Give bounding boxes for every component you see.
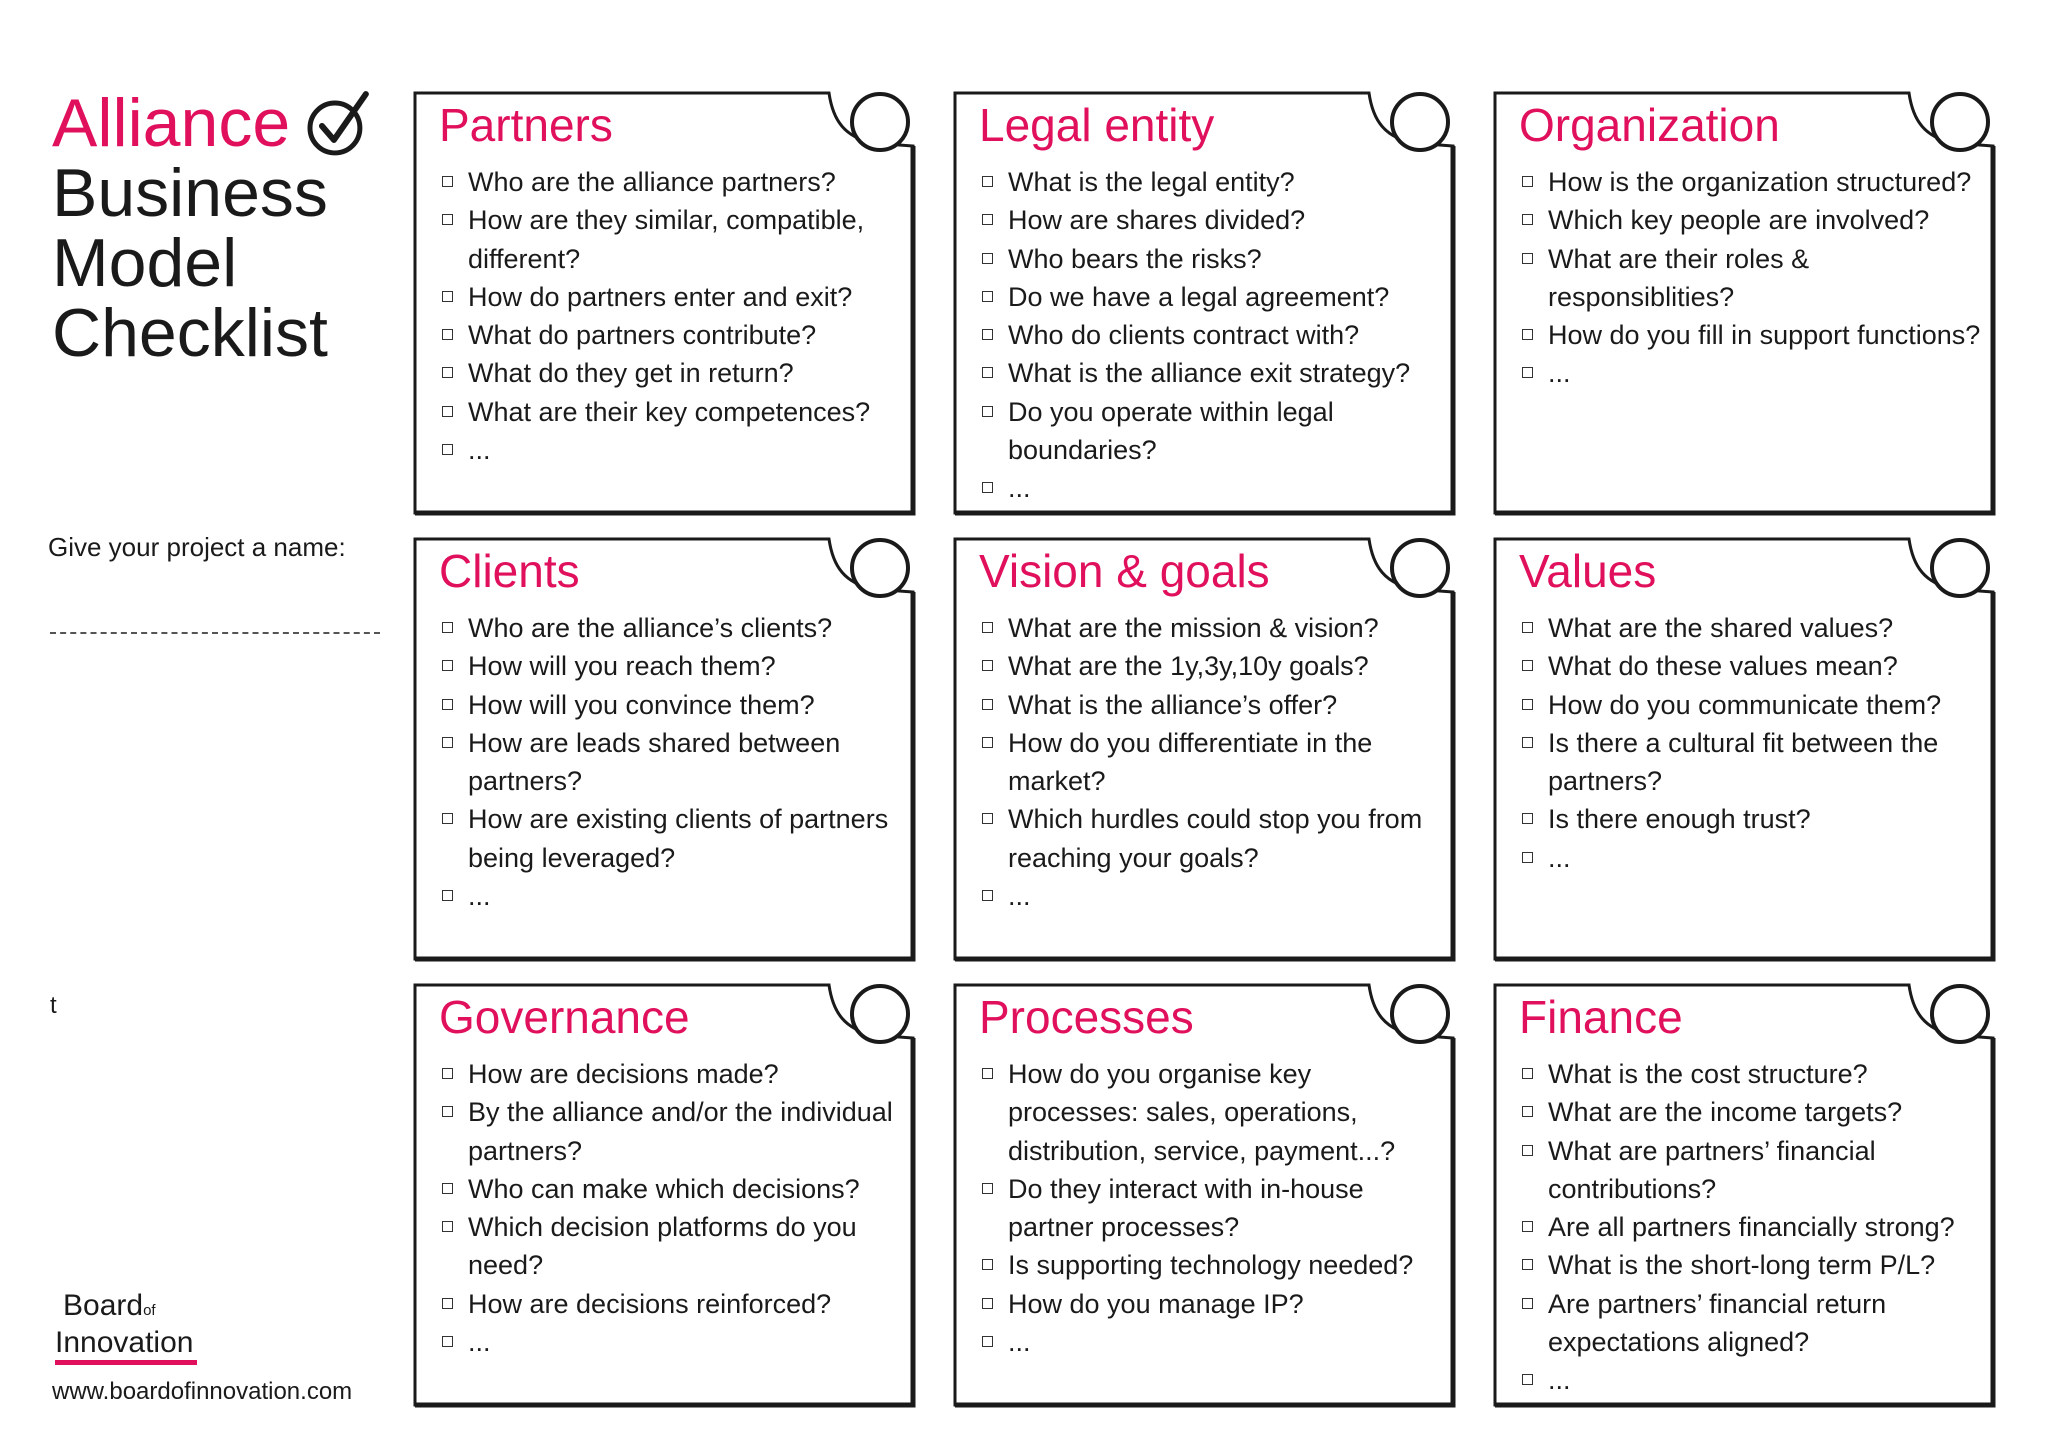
checklist-item[interactable]	[440, 1208, 902, 1285]
title-line-3: Model	[52, 225, 238, 301]
checkbox-icon[interactable]	[982, 1298, 993, 1309]
checklist-item-text: How do you communicate them?	[1548, 689, 1942, 720]
checklist	[1520, 163, 1982, 393]
checkbox-icon[interactable]	[1522, 214, 1533, 225]
card-finance	[1493, 983, 1995, 1407]
card-organization	[1493, 91, 1995, 515]
checkbox-icon[interactable]	[1522, 367, 1533, 378]
checklist-item[interactable]	[1520, 1093, 1982, 1131]
checklist-item[interactable]	[440, 1285, 902, 1323]
project-name-label: Give your project a name:	[48, 532, 346, 562]
checklist-item[interactable]	[1520, 686, 1982, 724]
checkbox-icon[interactable]	[982, 367, 993, 378]
title-line-1	[52, 85, 372, 161]
checklist-item-text: How is the organization structured?	[1548, 167, 1972, 197]
checklist-item[interactable]	[440, 278, 902, 316]
checkbox-icon[interactable]	[442, 699, 453, 710]
checklist-item-text: ...	[468, 1327, 491, 1358]
card-title: Governance	[439, 991, 690, 1043]
card-clients	[413, 537, 915, 961]
checkmark-icon	[306, 88, 372, 158]
checklist	[440, 609, 902, 915]
checkbox-icon[interactable]	[982, 813, 993, 824]
card-title: Clients	[439, 545, 580, 597]
checklist-item-text: ...	[468, 881, 491, 912]
checklist-item-text: Who do clients contract with?	[1008, 320, 1360, 351]
checklist-item-text: Who bears the risks?	[1008, 243, 1262, 274]
card-processes	[953, 983, 1455, 1407]
checkbox-icon[interactable]	[442, 813, 453, 824]
checkbox-icon[interactable]	[1522, 699, 1533, 710]
checkbox-icon[interactable]	[982, 1068, 993, 1079]
checklist-item-text: ...	[1008, 1327, 1031, 1358]
checklist-item[interactable]	[1520, 1132, 1982, 1209]
checkbox-icon[interactable]	[982, 1183, 993, 1194]
checklist-item[interactable]	[980, 163, 1442, 201]
checkbox-icon[interactable]	[442, 214, 453, 225]
checklist-item[interactable]	[440, 686, 902, 724]
card-partners	[413, 91, 915, 515]
checklist-item-text: How do you differentiate in the market?	[1008, 727, 1373, 797]
checkbox-icon[interactable]	[1522, 1259, 1533, 1270]
checklist-item-text: What are the income targets?	[1548, 1097, 1903, 1128]
checklist-item[interactable]	[980, 201, 1442, 239]
checklist-item-text: Which hurdles could stop you from reaching your goals?	[1008, 804, 1423, 873]
checklist-item[interactable]	[1520, 724, 1982, 801]
checkbox-icon[interactable]	[442, 1068, 453, 1079]
checklist	[980, 609, 1442, 915]
checklist-item[interactable]	[980, 316, 1442, 354]
checklist-item[interactable]	[1520, 1208, 1982, 1246]
checklist-item-text: How are existing clients of partners being leveraged?	[468, 804, 889, 873]
checklist-item[interactable]	[980, 800, 1442, 877]
checkbox-icon[interactable]	[1522, 1145, 1533, 1156]
checklist	[440, 1055, 902, 1361]
checkbox-icon[interactable]	[982, 737, 993, 748]
checklist-item[interactable]	[980, 686, 1442, 724]
logo-of-text: of	[143, 1302, 156, 1319]
checklist-item-text: How are leads shared between partners?	[468, 727, 841, 797]
logo-board-text: Board	[63, 1289, 144, 1322]
checklist-item-text: Who are the alliance partners?	[468, 167, 836, 197]
checklist-item-text: Are partners’ financial return expectations aligned?	[1548, 1288, 1887, 1358]
checklist-item[interactable]	[440, 647, 902, 685]
checklist-item-text: Who can make which decisions?	[468, 1173, 860, 1204]
checklist-item[interactable]	[1520, 647, 1982, 685]
card-vision-goals	[953, 537, 1455, 961]
checkbox-icon[interactable]	[982, 482, 993, 493]
checklist-item-text: Is there enough trust?	[1548, 804, 1811, 835]
card-governance	[413, 983, 915, 1407]
checklist	[440, 163, 902, 469]
checklist-item[interactable]	[440, 163, 902, 201]
checklist-item[interactable]	[1520, 800, 1982, 838]
logo-innovation-text: Innovation	[55, 1326, 194, 1359]
checklist-item-text: How do you organise key processes: sales, operations, distribution, service, payment...?	[1008, 1059, 1396, 1166]
checkbox-icon[interactable]	[442, 1298, 453, 1309]
card-title: Partners	[439, 99, 613, 151]
checklist-item[interactable]	[1520, 354, 1982, 392]
checkbox-icon[interactable]	[442, 622, 453, 633]
checklist-item[interactable]	[440, 201, 902, 278]
checkbox-icon[interactable]	[442, 1106, 453, 1117]
checklist-item-text: How do you fill in support functions?	[1548, 320, 1981, 351]
checkbox-icon[interactable]	[442, 1183, 453, 1194]
card-title: Finance	[1519, 991, 1683, 1043]
checklist-item-text: Do they interact with in-house partner processes?	[1008, 1173, 1364, 1243]
checklist-item-text: What do they get in return?	[468, 358, 794, 389]
checkbox-icon[interactable]	[982, 253, 993, 264]
checklist-item[interactable]	[440, 1055, 902, 1093]
checklist-item[interactable]	[980, 1055, 1442, 1170]
checklist-item[interactable]	[980, 393, 1442, 470]
checklist-item[interactable]	[1520, 316, 1982, 354]
checkbox-icon[interactable]	[982, 890, 993, 901]
checklist-item[interactable]	[980, 278, 1442, 316]
checklist-item[interactable]	[440, 316, 902, 354]
checkbox-icon[interactable]	[982, 329, 993, 340]
checklist-item[interactable]	[1520, 1246, 1982, 1284]
checklist-item-text: ...	[1548, 358, 1571, 389]
checklist-item-text: How will you reach them?	[468, 651, 776, 682]
checklist-item[interactable]	[440, 800, 902, 877]
checkbox-icon[interactable]	[442, 1221, 453, 1232]
checkbox-icon[interactable]	[1522, 176, 1533, 187]
checklist-item-text: What are the shared values?	[1548, 613, 1894, 643]
checklist-item[interactable]	[440, 393, 902, 431]
checklist-item-text: What are their key competences?	[468, 396, 871, 427]
checklist-item-text: How are shares divided?	[1008, 205, 1306, 236]
checklist-item-text: What are the mission & vision?	[1008, 613, 1379, 643]
checkbox-icon[interactable]	[982, 291, 993, 302]
checklist-item-text: How are decisions made?	[468, 1059, 779, 1089]
page-title	[52, 85, 372, 371]
card-title: Processes	[979, 991, 1194, 1043]
checkbox-icon[interactable]	[1522, 1221, 1533, 1232]
checklist-item[interactable]	[980, 240, 1442, 278]
checklist-item-text: ...	[1548, 842, 1571, 873]
checklist-item[interactable]	[980, 724, 1442, 801]
checkbox-icon[interactable]	[982, 1259, 993, 1270]
checkbox-icon[interactable]	[442, 444, 453, 455]
checklist-item-text: How are they similar, compatible, different?	[468, 205, 865, 274]
checklist-item[interactable]	[440, 1170, 902, 1208]
checkbox-icon[interactable]	[1522, 813, 1533, 824]
checkbox-icon[interactable]	[1522, 1374, 1533, 1385]
checkbox-icon[interactable]	[442, 329, 453, 340]
checkbox-icon[interactable]	[1522, 660, 1533, 671]
checkbox-icon[interactable]	[982, 176, 993, 187]
checklist-item-text: ...	[468, 435, 491, 466]
checklist-item[interactable]	[1520, 1285, 1982, 1362]
checklist-item-text: How are decisions reinforced?	[468, 1288, 832, 1319]
checklist-item-text: How do you manage IP?	[1008, 1288, 1304, 1319]
checklist-item-text: What do partners contribute?	[468, 320, 817, 351]
checkbox-icon[interactable]	[982, 214, 993, 225]
checklist-item-text: Which decision platforms do you need?	[468, 1212, 857, 1281]
checkbox-icon[interactable]	[982, 406, 993, 417]
checklist-item[interactable]	[440, 609, 902, 647]
checklist-item-text: What are their roles & responsiblities?	[1548, 243, 1810, 312]
checkbox-icon[interactable]	[982, 622, 993, 633]
checkbox-icon[interactable]	[1522, 1298, 1533, 1309]
card-title: Values	[1519, 545, 1657, 597]
checklist-item[interactable]	[1520, 240, 1982, 317]
checklist-item[interactable]	[1520, 1055, 1982, 1093]
card-legal-entity	[953, 91, 1455, 515]
checklist-item[interactable]	[440, 1323, 902, 1361]
checklist-item-text: Do we have a legal agreement?	[1008, 281, 1390, 312]
checklist-item[interactable]	[980, 1323, 1442, 1361]
checkbox-icon[interactable]	[982, 660, 993, 671]
checklist-item[interactable]	[980, 877, 1442, 915]
checkbox-icon[interactable]	[1522, 253, 1533, 264]
checklist-item-text: By the alliance and/or the individual partners?	[468, 1097, 893, 1166]
card-title: Legal entity	[979, 99, 1215, 151]
stray-text: t	[50, 992, 57, 1019]
checkbox-icon[interactable]	[1522, 852, 1533, 863]
checkbox-icon[interactable]	[1522, 737, 1533, 748]
checklist-item[interactable]	[1520, 839, 1982, 877]
title-accent: Alliance	[52, 85, 291, 161]
project-name-field[interactable]	[50, 632, 380, 634]
checklist-item-text: What is the alliance exit strategy?	[1008, 358, 1411, 389]
checklist-item[interactable]	[440, 431, 902, 469]
checkbox-icon[interactable]	[1522, 1106, 1533, 1117]
title-line-4: Checklist	[52, 295, 328, 371]
checklist-item-text: What is the legal entity?	[1008, 167, 1295, 197]
card-values	[1493, 537, 1995, 961]
checklist-item[interactable]	[1520, 163, 1982, 201]
checklist-item[interactable]	[1520, 609, 1982, 647]
checklist-item[interactable]	[440, 1093, 902, 1170]
checkbox-icon[interactable]	[1522, 329, 1533, 340]
checkbox-icon[interactable]	[442, 890, 453, 901]
checklist-item-text: Are all partners financially strong?	[1548, 1212, 1955, 1243]
logo-underline	[55, 1360, 197, 1365]
checkbox-icon[interactable]	[442, 737, 453, 748]
checkbox-icon[interactable]	[442, 1336, 453, 1347]
checkbox-icon[interactable]	[442, 291, 453, 302]
checklist-item[interactable]	[1520, 201, 1982, 239]
checklist-item-text: Do you operate within legal boundaries?	[1008, 396, 1334, 466]
checklist-item-text: ...	[1008, 881, 1031, 912]
checklist-item[interactable]	[980, 354, 1442, 392]
checklist-item[interactable]	[980, 1170, 1442, 1247]
checklist-item[interactable]	[440, 877, 902, 915]
card-title: Vision & goals	[979, 545, 1270, 597]
checklist-item-text: Is there a cultural fit between the partners?	[1548, 727, 1939, 797]
checklist	[980, 1055, 1442, 1361]
checklist-item-text: How will you convince them?	[468, 689, 815, 720]
checklist-item-text: What is the short-long term P/L?	[1548, 1250, 1936, 1281]
checklist-item[interactable]	[980, 469, 1442, 507]
checkbox-icon[interactable]	[1522, 1068, 1533, 1079]
checkbox-icon[interactable]	[1522, 622, 1533, 633]
checklist	[1520, 1055, 1982, 1400]
checkbox-icon[interactable]	[442, 406, 453, 417]
checkbox-icon[interactable]	[442, 660, 453, 671]
checklist-item-text: What do these values mean?	[1548, 651, 1898, 682]
checklist-item[interactable]	[440, 354, 902, 392]
checkbox-icon[interactable]	[982, 699, 993, 710]
checklist	[1520, 609, 1982, 877]
checklist-item[interactable]	[440, 724, 902, 801]
checklist-item[interactable]	[980, 609, 1442, 647]
checklist-item-text: How do partners enter and exit?	[468, 281, 853, 312]
website-url[interactable]: www.boardofinnovation.com	[52, 1378, 353, 1405]
checklist-item-text: ...	[1548, 1365, 1571, 1396]
checklist-item-text: What is the cost structure?	[1548, 1059, 1868, 1089]
checklist-item-text: ...	[1008, 473, 1031, 504]
checklist-item-text: Which key people are involved?	[1548, 205, 1930, 236]
checklist-item-text: What is the alliance’s offer?	[1008, 689, 1338, 720]
checklist-item-text: What are partners’ financial contributions?	[1548, 1135, 1876, 1204]
board-of-innovation-logo	[55, 1290, 197, 1365]
checkbox-icon[interactable]	[442, 367, 453, 378]
checklist-item[interactable]	[980, 647, 1442, 685]
card-title: Organization	[1519, 99, 1780, 151]
checkbox-icon[interactable]	[442, 176, 453, 187]
checklist-item[interactable]	[980, 1246, 1442, 1284]
checklist-item[interactable]	[980, 1285, 1442, 1323]
checklist-item-text: Is supporting technology needed?	[1008, 1250, 1414, 1281]
checklist-item-text: What are the 1y,3y,10y goals?	[1008, 651, 1369, 682]
checklist-item[interactable]	[1520, 1361, 1982, 1399]
title-line-2: Business	[52, 155, 328, 231]
checklist-item-text: Who are the alliance’s clients?	[468, 613, 833, 643]
checkbox-icon[interactable]	[982, 1336, 993, 1347]
checklist	[980, 163, 1442, 508]
